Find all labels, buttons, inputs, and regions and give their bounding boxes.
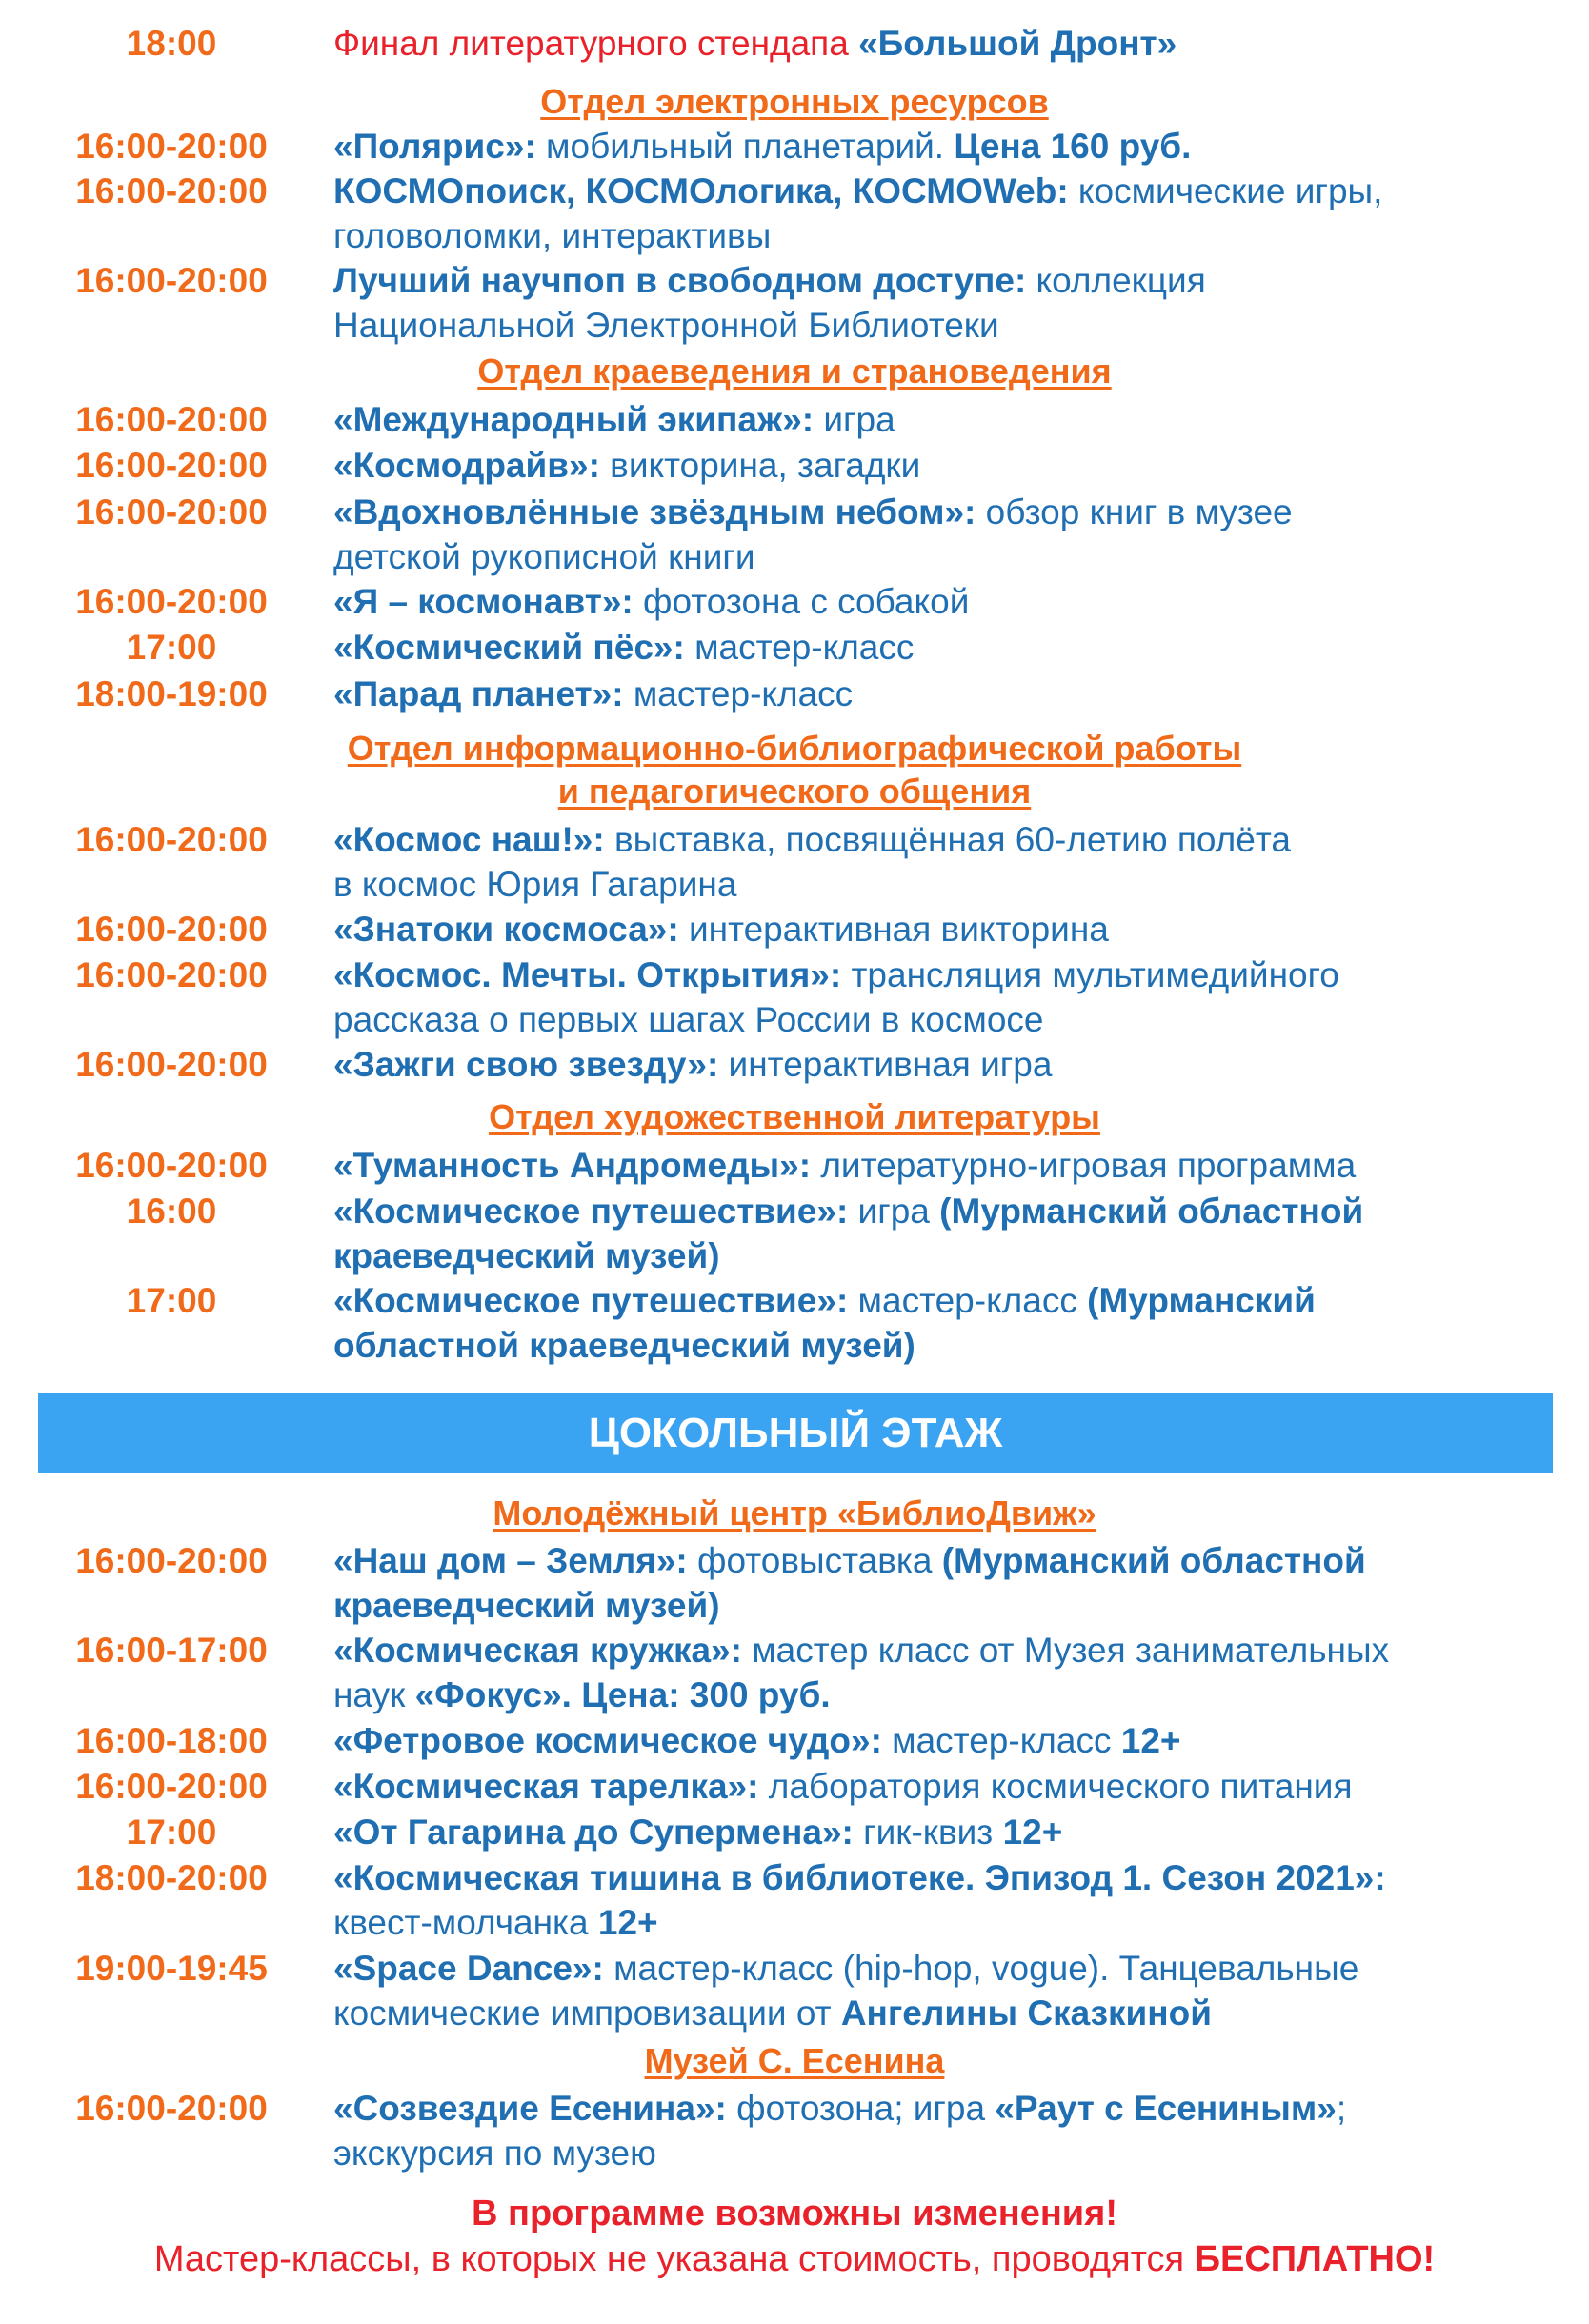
floor-banner: ЦОКОЛЬНЫЙ ЭТАЖ	[38, 1393, 1553, 1473]
section-heading: Отдел художественной литературы	[489, 1097, 1100, 1136]
event-description	[333, 817, 1572, 907]
event-time: 18:00-19:00	[75, 674, 268, 713]
event-text: гик-квиз	[853, 1813, 1003, 1852]
event-text: мобильный планетарий.	[535, 127, 955, 166]
event-title: «Созвездие Есенина»:	[333, 2089, 727, 2128]
event-time: 16:00-20:00	[75, 171, 268, 210]
event-time: 16:00-20:00	[75, 261, 268, 300]
event-title: «Космическая тишина в библиотеке. Эпизод 1. Сезон 2021»:	[333, 1858, 1386, 1897]
event-time: 18:00	[126, 24, 217, 63]
event-title: «Знатоки космоса»:	[333, 910, 679, 949]
event-text-continued: космические импровизации от	[333, 1993, 841, 2033]
event-title: «Космическое путешествие»:	[333, 1192, 849, 1231]
event-time: 18:00-20:00	[75, 1858, 268, 1897]
free-label: БЕСПЛАТНО!	[1194, 2239, 1436, 2279]
event-text-continued: наук	[333, 1675, 415, 1714]
event-text-continued: Национальной Электронной Библиотеки	[333, 306, 999, 345]
section-heading-continued: и педагогического общения	[557, 771, 1032, 811]
event-text: коллекция	[1026, 261, 1206, 300]
event-time: 17:00	[126, 1813, 217, 1852]
event-description	[333, 397, 1572, 442]
event-text: игра	[848, 1192, 940, 1231]
event-description	[333, 671, 1572, 716]
event-text: трансляция мультимедийного	[841, 955, 1339, 994]
event-time: 16:00	[126, 1192, 217, 1231]
event-time: 16:00-20:00	[75, 446, 268, 485]
event-text-continued: в космос Юрия Гагарина	[333, 865, 737, 904]
event-time: 16:00-20:00	[75, 127, 268, 166]
event-title: «Космическая кружка»:	[333, 1631, 742, 1670]
event-time: 16:00-20:00	[75, 820, 268, 859]
section-heading: Отдел информационно-библиографической работы	[347, 729, 1242, 768]
event-text-separator: ;	[1336, 2089, 1347, 2128]
event-text: интерактивная игра	[718, 1045, 1053, 1084]
event-text-continued: детской рукописной книги	[333, 537, 755, 576]
event-text: игра	[814, 400, 895, 439]
event-text: мастер-класс	[623, 674, 854, 713]
event-price: Цена 160 руб.	[954, 127, 1192, 166]
event-title: «Space Dance»:	[333, 1949, 604, 1988]
section-heading: Отдел электронных ресурсов	[540, 82, 1049, 121]
event-title: «Фетровое космическое чудо»:	[333, 1721, 882, 1760]
event-title: «Туманность Андромеды»:	[333, 1146, 812, 1185]
section-heading: Музей С. Есенина	[644, 2041, 945, 2080]
event-description	[333, 21, 1572, 66]
event-text: космические игры,	[1068, 171, 1383, 210]
event-text: мастер класс от Музея занимательных	[741, 1631, 1390, 1670]
event-text: викторина, загадки	[599, 446, 921, 485]
event-title: Лучший научпоп в свободном доступе:	[333, 261, 1027, 300]
event-time: 19:00-19:45	[75, 1949, 268, 1988]
event-title: «Космическое путешествие»:	[333, 1281, 849, 1320]
event-description	[333, 169, 1572, 258]
event-description	[333, 124, 1572, 169]
event-time: 16:00-20:00	[75, 1146, 268, 1185]
event-text: интерактивная викторина	[678, 910, 1109, 949]
event-title: «От Гагарина до Супермена»:	[333, 1813, 854, 1852]
event-time: 16:00-20:00	[75, 492, 268, 531]
event-text: лаборатория космического питания	[758, 1767, 1353, 1806]
event-text: мастер-класс	[881, 1721, 1121, 1760]
event-description	[333, 907, 1572, 952]
event-time: 17:00	[126, 1281, 217, 1320]
event-time: 16:00-20:00	[75, 1541, 268, 1580]
event-partner: (Мурманский областной	[941, 1541, 1366, 1580]
event-description	[333, 1855, 1572, 1945]
event-description	[333, 1278, 1572, 1368]
event-time: 16:00-20:00	[75, 955, 268, 994]
event-description	[333, 2086, 1572, 2175]
event-text: фотовыставка	[687, 1541, 942, 1580]
event-text: мастер-класс	[684, 628, 915, 667]
event-host: Ангелины Сказкиной	[840, 1993, 1212, 2033]
event-description	[333, 1538, 1572, 1628]
event-partner: (Мурманский	[1087, 1281, 1316, 1320]
age-rating: 12+	[1120, 1721, 1181, 1760]
event-title: «Я – космонавт»:	[333, 582, 634, 621]
event-text-continued: рассказа о первых шагах России в космосе	[333, 1000, 1044, 1039]
event-title: КОСМОпоиск, КОСМОлогика, КОСМОWeb:	[333, 171, 1069, 210]
event-description	[333, 952, 1572, 1042]
event-time: 16:00-20:00	[75, 1045, 268, 1084]
event-title: «Космодрайв»:	[333, 446, 600, 485]
event-title: «Зажги свою звезду»:	[333, 1045, 719, 1084]
event-description	[333, 1143, 1572, 1188]
free-note	[0, 2236, 1589, 2282]
event-title: «Вдохновлённые звёздным небом»:	[333, 492, 976, 531]
event-description	[333, 579, 1572, 624]
event-title: «Большой Дронт»	[858, 24, 1177, 63]
event-time: 16:00-20:00	[75, 1767, 268, 1806]
event-description	[333, 1042, 1572, 1087]
event-description	[333, 490, 1572, 579]
event-time: 16:00-17:00	[75, 1631, 268, 1670]
event-time: 16:00-20:00	[75, 582, 268, 621]
event-partner-continued: краеведческий музей)	[333, 1236, 720, 1275]
event-description	[333, 1718, 1572, 1763]
age-rating: 12+	[1002, 1813, 1063, 1852]
changes-warning: В программе возможны изменения!	[472, 2194, 1117, 2234]
event-title: «Космический пёс»:	[333, 628, 685, 667]
event-title: «Полярис»:	[333, 127, 536, 166]
event-game-title: «Раут с Есениным»	[995, 2089, 1337, 2128]
event-description	[333, 1810, 1572, 1854]
event-time: 16:00-18:00	[75, 1721, 268, 1760]
event-title: «Космос наш!»:	[333, 820, 605, 859]
event-description	[333, 625, 1572, 670]
event-text: Финал литературного стендапа	[333, 24, 859, 63]
event-title: «Международный экипаж»:	[333, 400, 815, 439]
event-partner-continued: областной краеведческий музей)	[333, 1326, 915, 1365]
event-description	[333, 258, 1572, 348]
event-text: фотозона; игра	[726, 2089, 996, 2128]
event-partner-continued: краеведческий музей)	[333, 1586, 720, 1625]
section-heading: Отдел краеведения и страноведения	[477, 351, 1112, 391]
event-partner: (Мурманский областной	[939, 1192, 1364, 1231]
event-text: литературно-игровая программа	[811, 1146, 1357, 1185]
event-title: «Космическая тарелка»:	[333, 1767, 759, 1806]
event-description	[333, 1628, 1572, 1717]
event-description	[333, 1764, 1572, 1809]
event-text: мастер-класс	[848, 1281, 1088, 1320]
event-title: «Парад планет»:	[333, 674, 624, 713]
event-text-continued: экскурсия по музею	[333, 2134, 656, 2173]
event-description	[333, 443, 1572, 488]
event-price: «Фокус». Цена: 300 руб.	[414, 1675, 831, 1714]
event-title: «Космос. Мечты. Открытия»:	[333, 955, 842, 994]
event-text: выставка, посвящённая 60-летию полёта	[604, 820, 1291, 859]
event-description	[333, 1946, 1572, 2035]
event-text-continued: головоломки, интерактивы	[333, 216, 772, 255]
event-title: «Наш дом – Земля»:	[333, 1541, 688, 1580]
event-time: 16:00-20:00	[75, 2089, 268, 2128]
section-heading: Молодёжный центр «БиблиоДвиж»	[493, 1493, 1096, 1533]
age-rating: 12+	[597, 1903, 658, 1942]
event-text: мастер-класс (hip-hop, vogue). Танцевальные	[603, 1949, 1359, 1988]
event-text: обзор книг в музее	[976, 492, 1293, 531]
event-time: 17:00	[126, 628, 217, 667]
event-text-continued: квест-молчанка	[333, 1903, 598, 1942]
free-note-text: Мастер-классы, в которых не указана стоимость, проводятся	[153, 2239, 1195, 2279]
event-time: 16:00-20:00	[75, 910, 268, 949]
event-text: фотозона с собакой	[633, 582, 970, 621]
event-description	[333, 1189, 1572, 1278]
event-time: 16:00-20:00	[75, 400, 268, 439]
